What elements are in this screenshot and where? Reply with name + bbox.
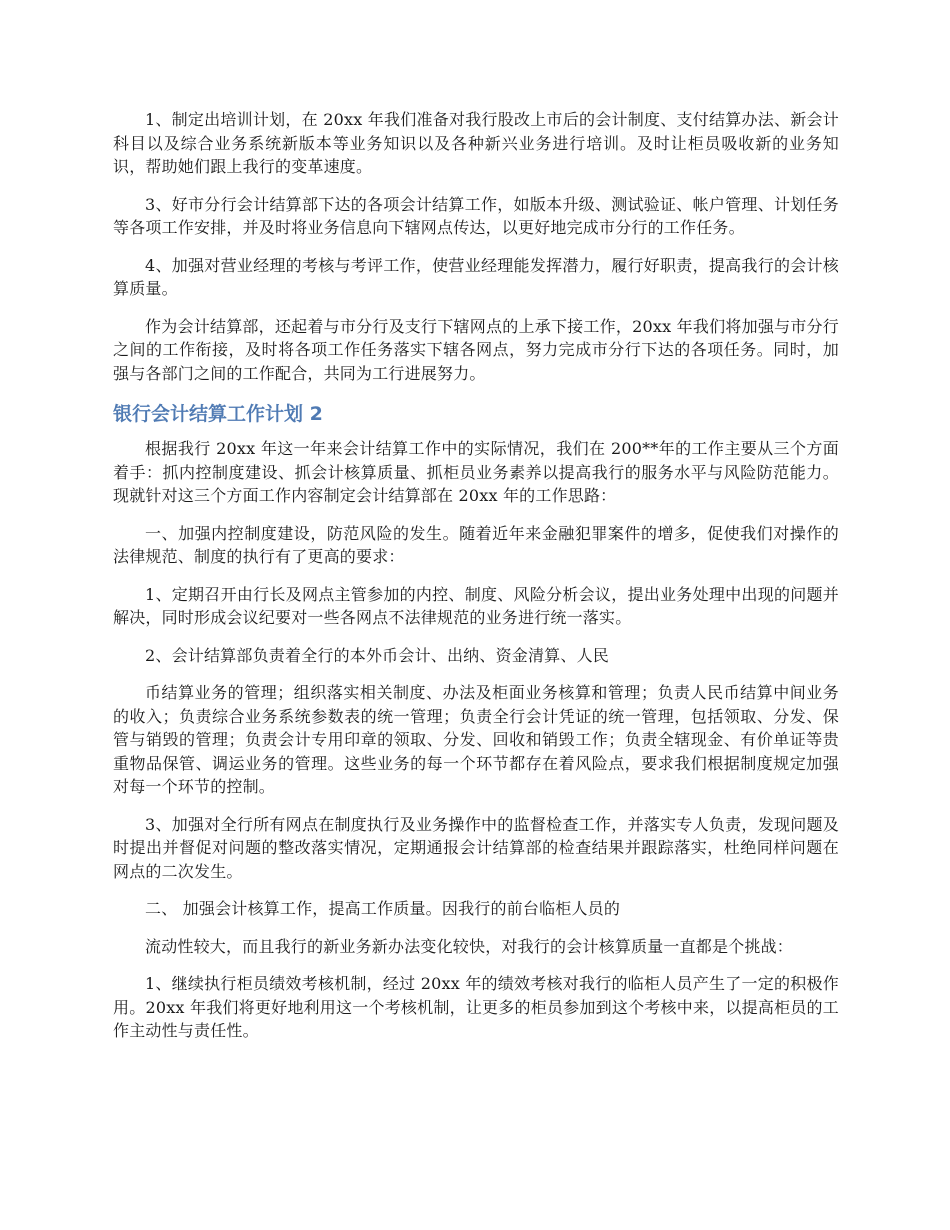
paragraph-accounting-quality-start: 二、 加强会计核算工作，提高工作质量。因我行的前台临柜人员的 (145, 899, 621, 918)
paragraph-department-role: 作为会计结算部，还起着与市分行及支行下辖网点的上承下接工作，20xx 年我们将加强与市分行之间的工作衔接，及时将各项工作任务落实下辖各网点，努力完成市分行下达的各项任务。同时，加强与各部门之间的工作配合，共同为工行进展努力。 (113, 316, 839, 383)
paragraph-training-plan: 1、制定出培训计划，在 20xx 年我们准备对我行股改上市后的会计制度、支付结算办法、新会计科目以及综合业务系统新版本等业务知识以及各种新兴业务进行培训。及时让柜员吸收新的业务知识，帮助她们跟上我行的变革速度。 (113, 110, 839, 176)
section-heading: 银行会计结算工作计划 2 (113, 403, 323, 425)
paragraph-regular-meetings: 1、定期召开由行长及网点主管参加的内控、制度、风险分析会议，提出业务处理中出现的问题并解决，同时形成会议纪要对一些各网点不法律规范的业务进行统一落实。 (113, 584, 839, 627)
paragraph-supervision: 3、加强对全行所有网点在制度执行及业务操作中的监督检查工作，并落实专人负责，发现问题及时提出并督促对问题的整改落实情况，定期通报会计结算部的检查结果并跟踪落实，杜绝同样问题在网点的二次发生。 (113, 814, 839, 881)
document-page (113, 108, 839, 1057)
paragraph-internal-control: 一、加强内控制度建设，防范风险的发生。随着近年来金融犯罪案件的增多，促使我们对操作的法律规范、制度的执行有了更高的要求： (113, 523, 839, 566)
paragraph-manager-assessment: 4、加强对营业经理的考核与考评工作，使营业经理能发挥潜力，履行好职责，提高我行的会计核算质量。 (113, 255, 839, 298)
paragraph-intro: 根据我行 20xx 年这一年来会计结算工作中的实际情况，我们在 200**年的工作主要从三个方面着手：抓内控制度建设、抓会计核算质量、抓柜员业务素养以提高我行的服务水平与风险防范能力。现就针对这三个方面工作内容制定会计结算部在 20xx 年的工作思路： (113, 439, 839, 505)
paragraph-branch-tasks: 3、好市分行会计结算部下达的各项会计结算工作，如版本升级、测试验证、帐户管理、计划任务等各项工作安排，并及时将业务信息向下辖网点传达，以更好地完成市分行的工作任务。 (113, 194, 839, 237)
paragraph-performance-assessment: 1、继续执行柜员绩效考核机制，经过 20xx 年的绩效考核对我行的临柜人员产生了一定的积极作用。20xx 年我们将更好地利用这一个考核机制，让更多的柜员参加到这个考核中来，以提高柜员的工作主动性与责任性。 (113, 974, 839, 1040)
paragraph-dept-responsibility-detail: 币结算业务的管理；组织落实相关制度、办法及柜面业务核算和管理；负责人民币结算中间业务的收入；负责综合业务系统参数表的统一管理；负责全行会计凭证的统一管理，包括领取、分发、保管与销毁的管理；负责会计专用印章的领取、分发、回收和销毁工作；负责全辖现金、有价单证等贵重物品保管、调运业务的管理。这些业务的每一个环节都存在着风险点，要求我们根据制度规定加强对每一个环节的控制。 (113, 683, 839, 796)
paragraph-accounting-quality-challenge: 流动性较大，而且我行的新业务新办法变化较快，对我行的会计核算质量一直都是个挑战： (145, 936, 794, 956)
paragraph-dept-responsibility-start: 2、会计结算部负责着全行的本外币会计、出纳、资金清算、人民 (145, 645, 609, 665)
